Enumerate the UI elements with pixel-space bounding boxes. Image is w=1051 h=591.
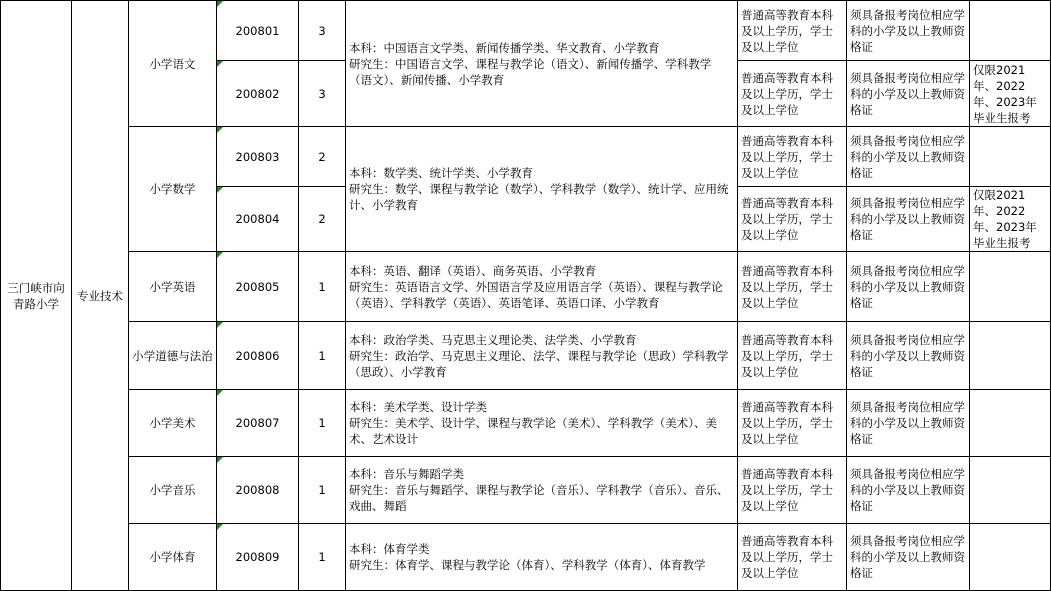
remark	[970, 322, 1051, 390]
post-category: 专业技术	[72, 1, 129, 591]
hire-count: 1	[299, 252, 346, 322]
table-row	[1, 1, 1051, 61]
major-text: 本科：政治学类、马克思主义理论类、法学类、小学教育 研究生：政治学、马克思主义理论、法学、课程与教学论（思政）学科教学（思政）、小学教育	[349, 332, 729, 379]
table-row	[1, 524, 1051, 591]
post-name: 小学语文	[129, 1, 217, 127]
post-code: 200805	[217, 252, 299, 322]
education-requirement: 普通高等教育本科及以上学历，学士及以上学位	[738, 127, 847, 187]
education-requirement: 普通高等教育本科及以上学历，学士及以上学位	[738, 390, 847, 457]
certificate-requirement: 须具备报考岗位相应学科的小学及以上教师资格证	[847, 61, 970, 127]
hire-count: 1	[299, 457, 346, 524]
education-requirement: 普通高等教育本科及以上学历，学士及以上学位	[738, 187, 847, 252]
remark	[970, 1, 1051, 61]
certificate-requirement: 须具备报考岗位相应学科的小学及以上教师资格证	[847, 390, 970, 457]
education-requirement: 普通高等教育本科及以上学历，学士及以上学位	[738, 1, 847, 61]
table-row	[1, 252, 1051, 322]
major-text: 本科：中国语言文学类、新闻传播学类、华文教育、小学教育 研究生：中国语言文学、课程与教学论（语文）、新闻传播学、学科教学（语文）、新闻传播、小学教育	[349, 40, 712, 87]
post-code: 200803	[217, 127, 299, 187]
education-requirement: 普通高等教育本科及以上学历，学士及以上学位	[738, 524, 847, 591]
hire-count: 2	[299, 127, 346, 187]
post-code: 200809	[217, 524, 299, 591]
major-text: 本科：数学类、统计学类、小学教育 研究生：数学、课程与教学论（数学）、学科教学（数学）、统计学、应用统计、小学教育	[349, 166, 729, 212]
remark	[970, 457, 1051, 524]
post-code: 200801	[217, 1, 299, 61]
post-name: 小学体育	[129, 524, 217, 591]
education-requirement: 普通高等教育本科及以上学历，学士及以上学位	[738, 252, 847, 322]
education-requirement: 普通高等教育本科及以上学历，学士及以上学位	[738, 457, 847, 524]
major-requirements	[346, 127, 738, 252]
education-requirement: 普通高等教育本科及以上学历，学士及以上学位	[738, 61, 847, 127]
major-requirements	[346, 457, 738, 524]
certificate-requirement: 须具备报考岗位相应学科的小学及以上教师资格证	[847, 457, 970, 524]
major-requirements	[346, 390, 738, 457]
major-requirements	[346, 1, 738, 127]
major-requirements	[346, 252, 738, 322]
post-code: 200807	[217, 390, 299, 457]
major-text: 本科：美术学类、设计学类 研究生：美术学、设计学、课程与教学论（美术）、学科教学（美术）、美术、艺术设计	[349, 400, 717, 446]
certificate-requirement: 须具备报考岗位相应学科的小学及以上教师资格证	[847, 187, 970, 252]
major-requirements	[346, 322, 738, 390]
certificate-requirement: 须具备报考岗位相应学科的小学及以上教师资格证	[847, 524, 970, 591]
hire-count: 1	[299, 322, 346, 390]
hire-count: 1	[299, 524, 346, 591]
table-row	[1, 127, 1051, 187]
hire-count: 1	[299, 390, 346, 457]
post-name: 小学美术	[129, 390, 217, 457]
table-row	[1, 322, 1051, 390]
remark: 仅限2021年、2022年、2023年毕业生报考	[970, 61, 1051, 127]
school-name: 三门峡市向青路小学	[1, 1, 72, 591]
major-text: 本科：音乐与舞蹈学类 研究生：音乐与舞蹈学、课程与教学论（音乐）、学科教学（音乐）、音乐、戏曲、舞蹈	[349, 467, 729, 513]
major-requirements	[346, 524, 738, 591]
major-text: 本科：英语、翻译（英语）、商务英语、小学教育 研究生：英语语言文学、外国语言学及应用语言学（英语）、课程与教学论（英语）、学科教学（英语）、英语笔译、英语口译、小学教育	[349, 263, 723, 310]
remark	[970, 127, 1051, 187]
certificate-requirement: 须具备报考岗位相应学科的小学及以上教师资格证	[847, 252, 970, 322]
post-name: 小学英语	[129, 252, 217, 322]
post-code: 200806	[217, 322, 299, 390]
table-row	[1, 457, 1051, 524]
post-name: 小学道德与法治	[129, 322, 217, 390]
table-row	[1, 390, 1051, 457]
post-name: 小学音乐	[129, 457, 217, 524]
remark	[970, 390, 1051, 457]
post-name: 小学数学	[129, 127, 217, 252]
certificate-requirement: 须具备报考岗位相应学科的小学及以上教师资格证	[847, 1, 970, 61]
remark	[970, 524, 1051, 591]
education-requirement: 普通高等教育本科及以上学历，学士及以上学位	[738, 322, 847, 390]
major-text: 本科：体育学类 研究生：体育学、课程与教学论（体育）、学科教学（体育）、体育教学	[349, 542, 706, 572]
hire-count: 3	[299, 61, 346, 127]
remark	[970, 252, 1051, 322]
post-code: 200802	[217, 61, 299, 127]
post-code: 200808	[217, 457, 299, 524]
remark: 仅限2021年、2022年、2023年毕业生报考	[970, 187, 1051, 252]
hire-count: 3	[299, 1, 346, 61]
hire-count: 2	[299, 187, 346, 252]
certificate-requirement: 须具备报考岗位相应学科的小学及以上教师资格证	[847, 322, 970, 390]
certificate-requirement: 须具备报考岗位相应学科的小学及以上教师资格证	[847, 127, 970, 187]
post-code: 200804	[217, 187, 299, 252]
